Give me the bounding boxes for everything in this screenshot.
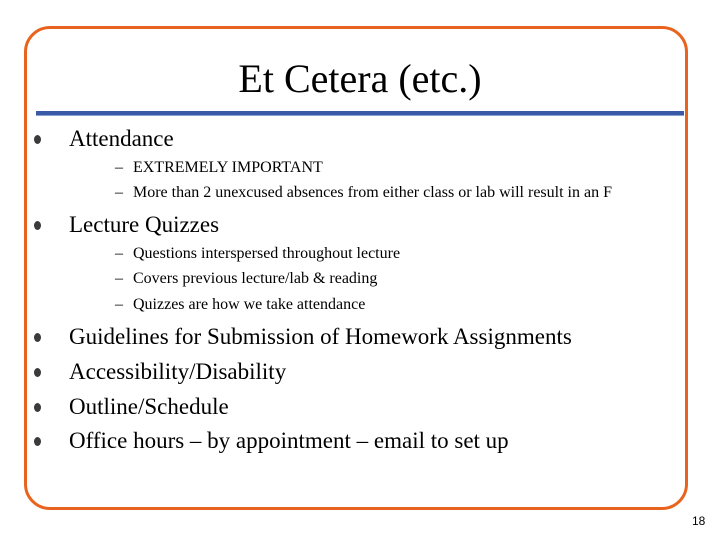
slide-title: Et Cetera (etc.) <box>238 56 482 101</box>
bullet-office-hours: Office hours – by appointment – email to set up <box>69 428 509 453</box>
sub-bullet: Quizzes are how we take attendance <box>133 296 366 313</box>
bullet-guidelines: Guidelines for Submission of Homework Assignments <box>69 324 572 349</box>
dash-icon: – <box>115 270 123 287</box>
sub-bullet: More than 2 unexcused absences from either class or lab will result in an F <box>133 184 612 201</box>
dash-icon: – <box>115 245 123 262</box>
bullet-dot-icon <box>34 135 41 144</box>
dash-icon: – <box>115 296 123 313</box>
dash-icon: – <box>115 159 123 176</box>
bullet-dot-icon <box>34 437 41 446</box>
page-number: 18 <box>692 514 706 528</box>
sub-bullet: EXTREMELY IMPORTANT <box>133 159 323 176</box>
bullet-dot-icon <box>34 403 41 412</box>
bullet-lecture-quizzes: Lecture Quizzes <box>69 212 220 237</box>
bullet-attendance: Attendance <box>69 126 174 151</box>
sub-bullet: Covers previous lecture/lab & reading <box>133 270 378 287</box>
sub-bullet: Questions interspersed throughout lecture <box>133 245 401 262</box>
bullet-dot-icon <box>34 368 41 377</box>
dash-icon: – <box>115 184 123 201</box>
bullet-outline-schedule: Outline/Schedule <box>69 394 229 419</box>
bullet-accessibility: Accessibility/Disability <box>69 359 287 384</box>
title-underline <box>36 111 684 115</box>
bullet-dot-icon <box>34 333 41 342</box>
bullet-dot-icon <box>34 221 41 230</box>
